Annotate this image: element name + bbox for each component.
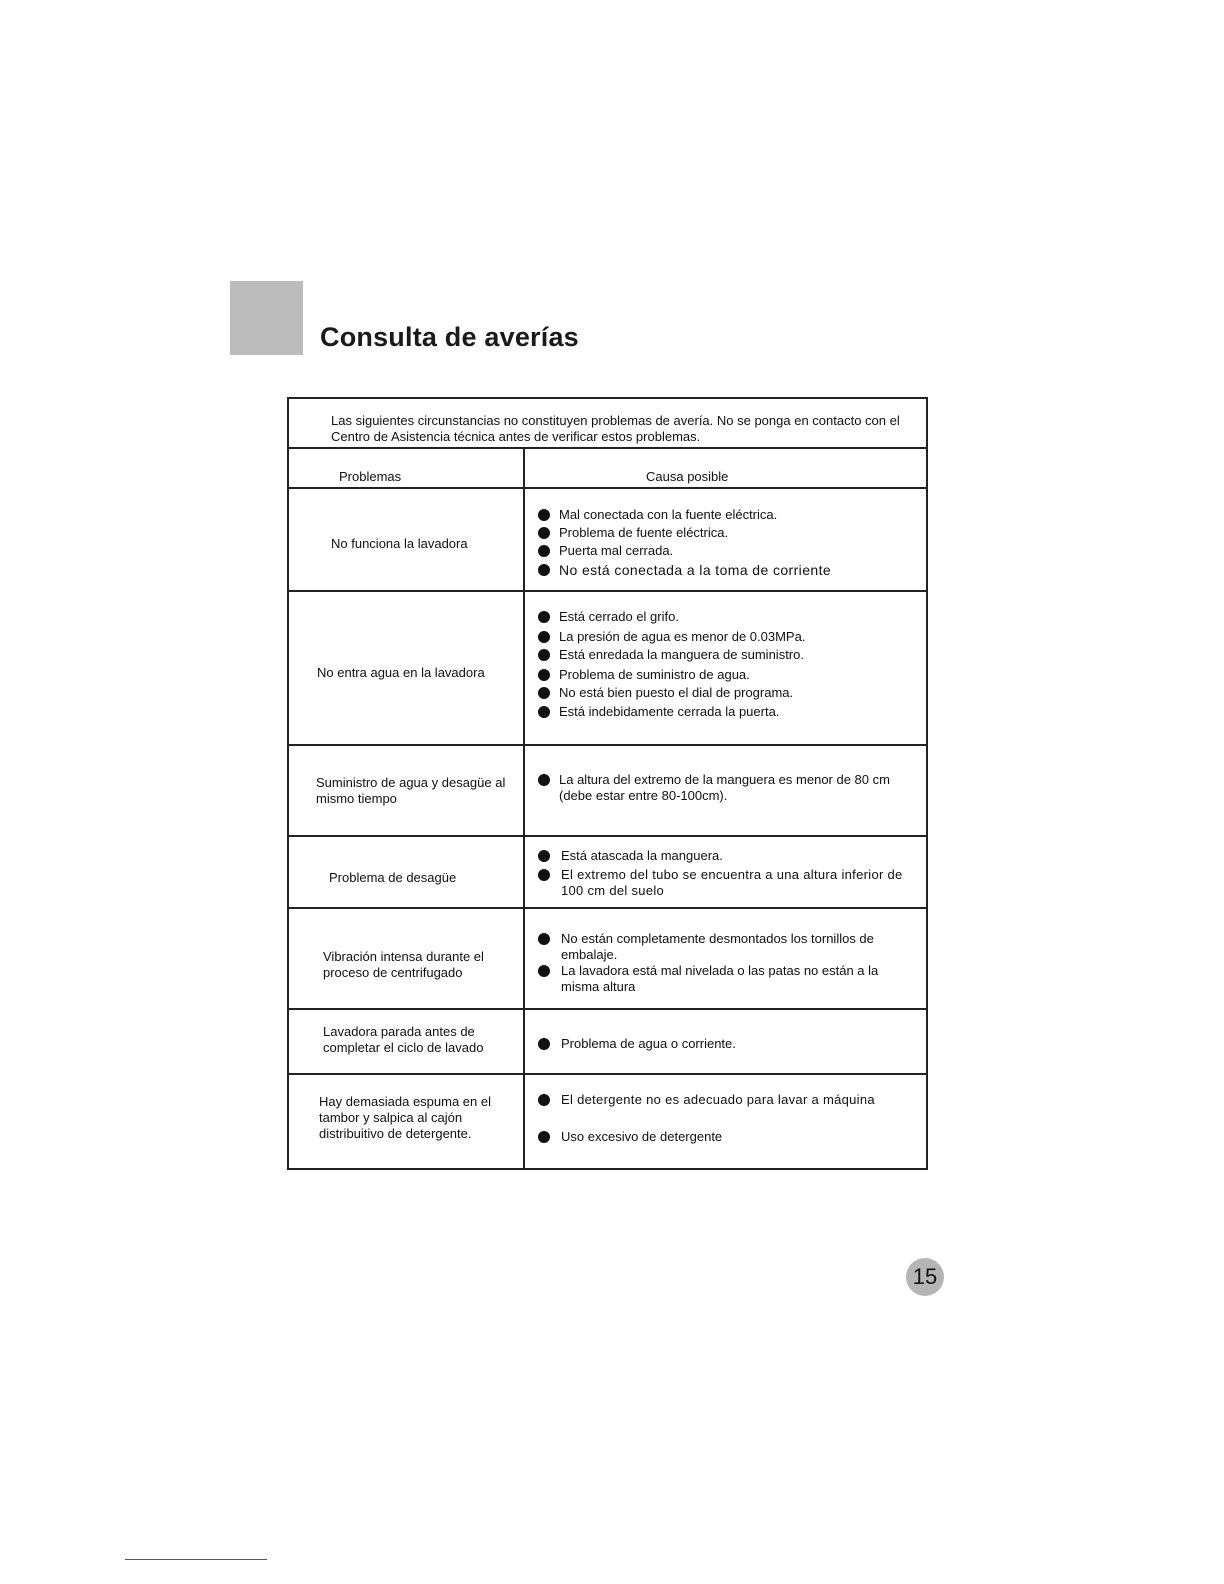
cause-item: Está cerrado el grifo. <box>537 609 914 625</box>
row-separator <box>289 1073 926 1075</box>
cause-list <box>537 848 914 899</box>
bullet-icon <box>538 631 550 643</box>
row-separator <box>289 487 926 489</box>
bullet-icon <box>538 669 550 681</box>
problem-cell: No entra agua en la lavadora <box>317 665 485 680</box>
header-causes: Causa posible <box>646 469 729 484</box>
row-separator <box>289 744 926 746</box>
bullet-icon <box>538 706 550 718</box>
bullet-icon <box>538 850 550 862</box>
cause-item: No está conectada a la toma de corriente <box>537 562 914 578</box>
bullet-icon <box>538 1038 550 1050</box>
section-marker-block <box>230 281 303 355</box>
bullet-icon <box>538 564 550 576</box>
cause-item: Uso excesivo de detergente <box>537 1129 914 1145</box>
cause-item: El detergente no es adecuado para lavar a máquina <box>537 1092 914 1108</box>
cause-item: Está indebidamente cerrada la puerta. <box>537 704 914 720</box>
bullet-icon <box>538 611 550 623</box>
problem-cell: Lavadora parada antes de completar el ciclo de lavado <box>323 1024 484 1055</box>
cause-item: Problema de suministro de agua. <box>537 667 914 683</box>
cause-list <box>537 1036 914 1052</box>
page-number: 15 <box>906 1258 944 1296</box>
cause-list <box>537 609 914 720</box>
problem-cell: No funciona la lavadora <box>331 536 468 551</box>
bullet-icon <box>538 509 550 521</box>
cause-item: La presión de agua es menor de 0.03MPa. <box>537 629 914 645</box>
problem-cell: Vibración intensa durante el proceso de centrifugado <box>323 949 484 980</box>
footer-rule <box>125 1559 267 1560</box>
row-separator <box>289 907 926 909</box>
problem-cell: Suministro de agua y desagüe al mismo tiempo <box>316 775 506 806</box>
cause-item: Problema de agua o corriente. <box>537 1036 914 1052</box>
cause-item: La altura del extremo de la manguera es menor de 80 cm (debe estar entre 80-100cm). <box>537 772 914 804</box>
bullet-icon <box>538 774 550 786</box>
cause-item: Problema de fuente eléctrica. <box>537 525 914 541</box>
bullet-icon <box>538 869 550 881</box>
row-separator <box>289 590 926 592</box>
bullet-icon <box>538 1094 550 1106</box>
cause-list <box>537 931 914 995</box>
row-separator <box>289 1008 926 1010</box>
bullet-icon <box>538 545 550 557</box>
problem-cell: Hay demasiada espuma en el tambor y salpica al cajón distribuitivo de detergente. <box>319 1094 491 1141</box>
cause-list <box>537 507 914 578</box>
cause-item: No está bien puesto el dial de programa. <box>537 685 914 701</box>
cause-item: Está enredada la manguera de suministro. <box>537 647 914 663</box>
cause-item: Está atascada la manguera. <box>537 848 914 864</box>
bullet-icon <box>538 527 550 539</box>
troubleshooting-table <box>287 397 928 1170</box>
intro-text: Las siguientes circunstancias no constituyen problemas de avería. No se ponga en contacto con el Centro de Asistencia técnica antes de verificar estos problemas. <box>289 399 926 449</box>
bullet-icon <box>538 1131 550 1143</box>
page-title: Consulta de averías <box>320 322 579 352</box>
row-separator <box>289 835 926 837</box>
bullet-icon <box>538 687 550 699</box>
bullet-icon <box>538 965 550 977</box>
cause-item: La lavadora está mal nivelada o las patas no están a la misma altura <box>537 963 914 995</box>
column-divider <box>523 447 525 1168</box>
problem-cell: Problema de desagüe <box>329 870 457 885</box>
cause-list <box>537 772 914 804</box>
header-problems: Problemas <box>339 469 402 484</box>
cause-item: Puerta mal cerrada. <box>537 543 914 559</box>
cause-list <box>537 1092 914 1145</box>
bullet-icon <box>538 933 550 945</box>
bullet-icon <box>538 649 550 661</box>
cause-item: Mal conectada con la fuente eléctrica. <box>537 507 914 523</box>
cause-item: No están completamente desmontados los tornillos de embalaje. <box>537 931 914 963</box>
cause-item: El extremo del tubo se encuentra a una altura inferior de 100 cm del suelo <box>537 867 914 899</box>
